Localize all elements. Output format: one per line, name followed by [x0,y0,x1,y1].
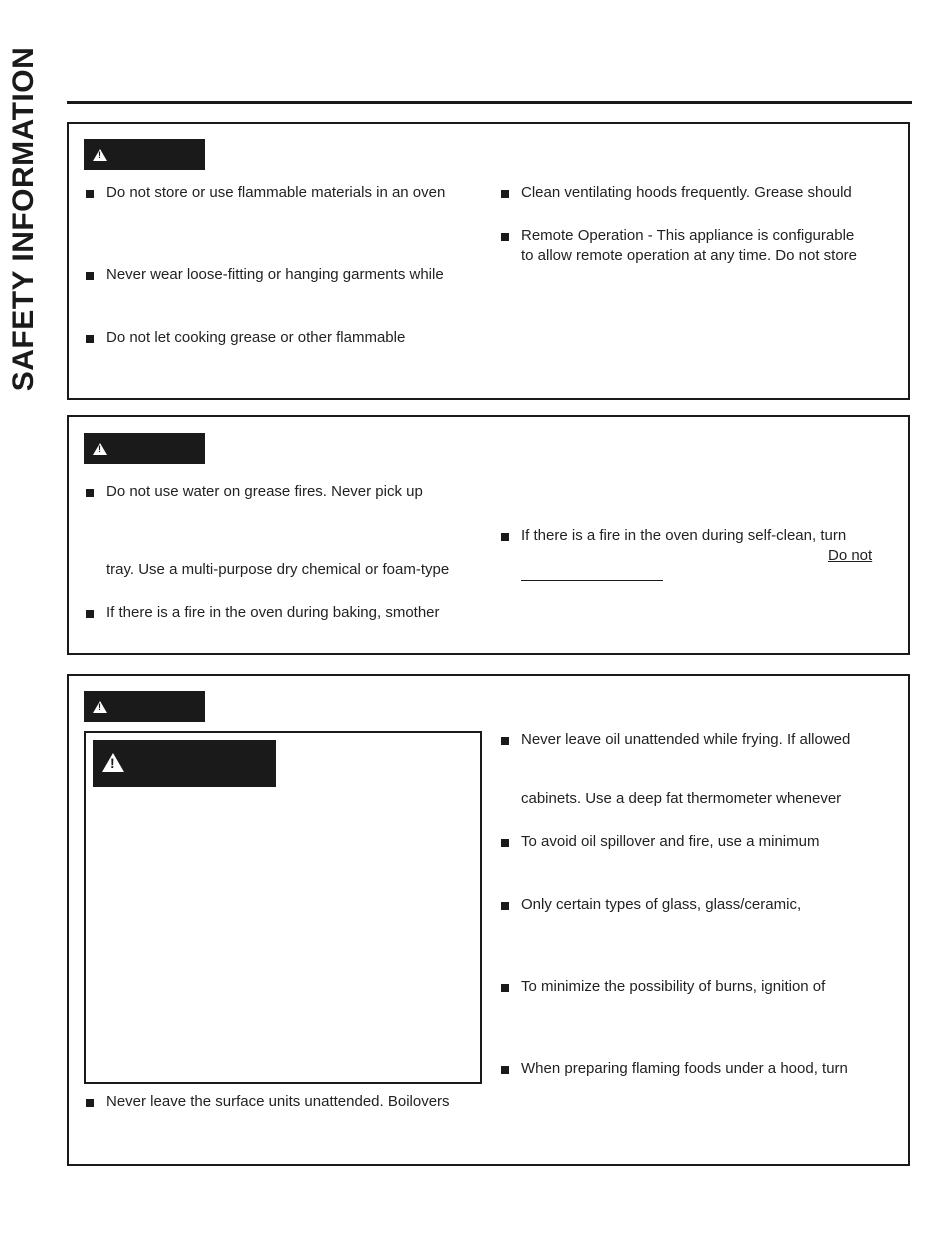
warning-tag [84,691,205,722]
top-divider [67,101,912,104]
bullet-icon [501,190,509,198]
bullet-icon [86,1099,94,1107]
warning-triangle-icon [93,443,107,455]
bullet-icon [501,839,509,847]
list-item-continuation: to allow remote operation at any time. Do not store [521,247,858,264]
side-title-text: SAFETY INFORMATION [7,46,40,392]
warning-triangle-icon [93,149,107,161]
list-item-continuation: tray. Use a multi-purpose dry chemical or foam-type [106,561,450,578]
warning-section-3: ! ! Never leave the surface units unattended. Boilovers Never leave oil unattended while frying. If allowed cabinets. Use a deep fat thermometer whenever To avoid oil spillover and fire, use a minimum Only certain types of glass, glass/ceramic, To minimize the possibility of burns, ignition of When preparing flaming foods under a hood, turn [67,674,910,1166]
bullet-icon [501,737,509,745]
bullet-icon [86,610,94,618]
warning-triangle-icon [93,701,107,713]
bullet-icon [501,984,509,992]
warning-tag [84,139,205,170]
bullet-icon [86,335,94,343]
bullet-icon [86,489,94,497]
bullet-icon [501,902,509,910]
bullet-icon [501,1066,509,1074]
warning-section-1: ! Do not store or use flammable materials in an oven Never wear loose-fitting or hanging garments while Do not let cooking grease or other flammable Clean ventilating hoods frequently. Grease should Remote Operation - This appliance is configurable to allow remote operation at any time. Do not store [67,122,910,400]
warning-section-2: ! Do not use water on grease fires. Never pick up tray. Use a multi-purpose dry chemical or foam-type If there is a fire in the oven during baking, smother If there is a fire in the oven during self-clean, turn Do not [67,415,910,655]
inner-warning-tag [93,740,276,787]
side-title [4,38,44,400]
list-item-continuation: cabinets. Use a deep fat thermometer whenever [521,790,842,807]
warning-tag [84,433,205,464]
inner-warning-box [84,731,482,1084]
bullet-icon [501,233,509,241]
bullet-icon [501,533,509,541]
underlined-text: Do not [828,547,873,564]
bullet-icon [86,272,94,280]
bullet-icon [86,190,94,198]
underline-rule [521,580,663,581]
warning-triangle-icon [102,753,124,772]
